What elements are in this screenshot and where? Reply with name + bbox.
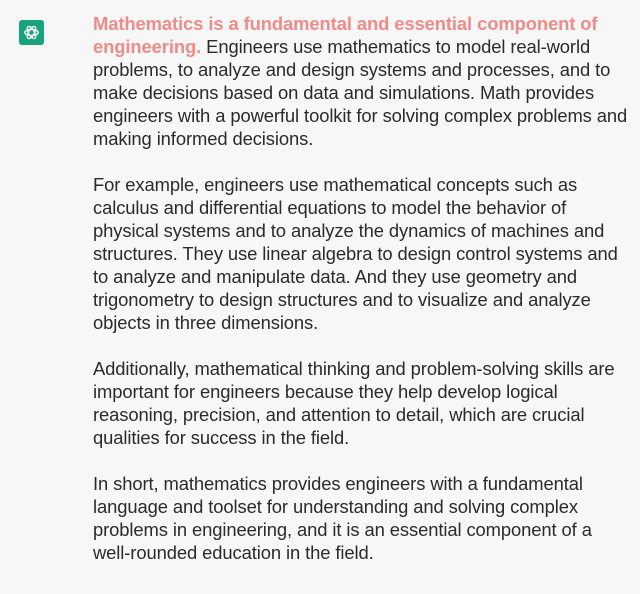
response-paragraph-1	[93, 12, 633, 150]
response-paragraph-4: In short, mathematics provides engineers with a fundamental language and toolset for understanding and solving complex problems in engineering, and it is an essential component of a well-rounded education in the field.	[93, 473, 592, 563]
response-paragraph-3: Additionally, mathematical thinking and problem-solving skills are important for engineers because they help develop logical reasoning, precision, and attention to detail, which are crucial qualities for success in the field.	[93, 358, 615, 448]
openai-logo-icon	[22, 23, 41, 42]
response-text	[93, 12, 633, 587]
paragraph-1-body: Engineers use mathematics to model real-world problems, to analyze and design systems and processes, and to make decisions based on data and simulations. Math provides engineers with a powerful toolkit for solving complex problems and making informed decisions.	[93, 36, 628, 149]
response-paragraph-2: For example, engineers use mathematical concepts such as calculus and differential equations to model the behavior of physical systems and to analyze the dynamics of machines and structures. They use linear algebra to design control systems and to analyze and manipulate data. And they use geometry and trigonometry to design structures and to visualize and analyze objects in three dimensions.	[93, 174, 618, 333]
highlighted-sentence: Mathematics is a fundamental and essential component of engineering.	[93, 13, 598, 57]
assistant-avatar	[19, 20, 44, 45]
